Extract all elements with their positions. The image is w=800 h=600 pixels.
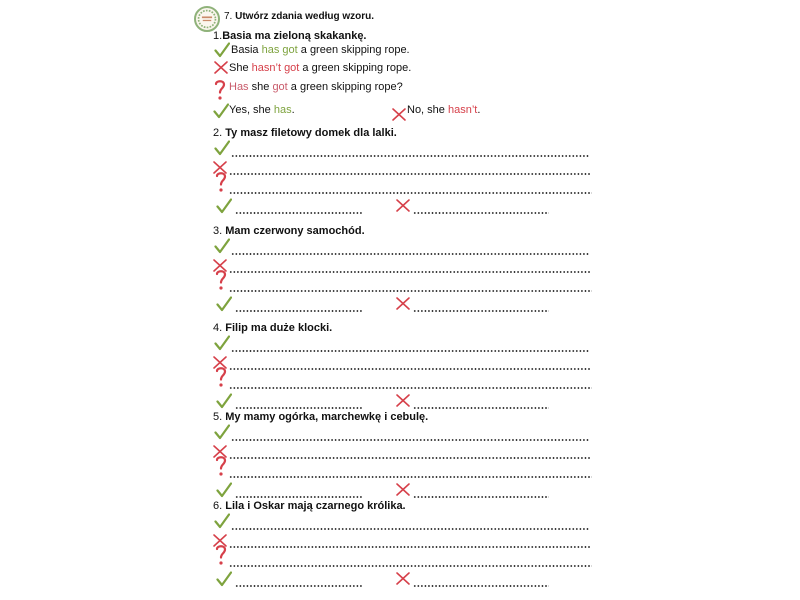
exercise-title [224, 11, 374, 22]
cross-icon [396, 572, 410, 585]
example-negative [229, 61, 411, 75]
affirmative-rest: a green skipping rope. [300, 44, 410, 56]
cross-icon [396, 297, 410, 310]
task-heading [213, 321, 332, 335]
cross-icon [214, 61, 228, 74]
example-heading-text: Basia ma zieloną skakankę. [222, 30, 367, 42]
short-yes-text: Yes, she [229, 104, 271, 116]
example-short-yes [229, 103, 295, 117]
task-heading [213, 126, 397, 140]
check-icon [214, 42, 230, 58]
example-number: 1. [213, 30, 223, 42]
answer-line-short-no [413, 212, 549, 214]
question-mark-icon [215, 544, 227, 566]
task-heading-text: My mamy ogórka, marchewkę i cebulę. [225, 411, 429, 423]
answer-line-short-yes [235, 310, 363, 312]
affirmative-verb: has [261, 44, 280, 56]
check-icon [214, 238, 230, 254]
question-mark-icon [215, 366, 227, 388]
check-icon [214, 513, 230, 529]
cross-icon [396, 483, 410, 496]
answer-line-affirmative [231, 253, 589, 255]
answer-line-question [229, 387, 592, 389]
check-icon [216, 296, 232, 312]
question-mark-icon [214, 79, 226, 101]
check-icon [216, 393, 232, 409]
short-no-end: . [477, 104, 481, 116]
task-number: 5. [213, 411, 223, 423]
answer-line-negative [229, 368, 591, 370]
task-heading-text: Ty masz filetowy domek dla lalki. [225, 127, 397, 139]
example-question [229, 80, 403, 94]
answer-line-short-yes [235, 212, 363, 214]
check-icon [214, 335, 230, 351]
answer-line-affirmative [231, 155, 589, 157]
answer-line-short-yes [235, 407, 363, 409]
negative-rest: a green skipping rope. [302, 62, 412, 74]
short-yes-end: . [291, 104, 295, 116]
short-no-verb: hasn’t [447, 104, 478, 116]
question-subject: she [251, 81, 270, 93]
question-got: got [272, 81, 288, 93]
answer-line-short-no [413, 407, 549, 409]
short-no-text: No, she [407, 104, 445, 116]
question-verb: Has [229, 81, 249, 93]
task-heading-text: Mam czerwony samochód. [225, 225, 365, 237]
check-icon [214, 424, 230, 440]
task-heading [213, 224, 365, 238]
task-number: 3. [213, 225, 223, 237]
task-heading-text: Lila i Oskar mają czarnego królika. [225, 500, 406, 512]
answer-line-question [229, 476, 592, 478]
example-affirmative [231, 43, 410, 57]
answer-line-negative [229, 173, 591, 175]
check-icon [216, 198, 232, 214]
task-heading [213, 499, 406, 513]
answer-line-short-no [413, 310, 549, 312]
exercise-number: 7. [224, 11, 233, 22]
answer-line-short-yes [235, 496, 363, 498]
answer-line-question [229, 565, 592, 567]
check-icon [214, 140, 230, 156]
task-number: 6. [213, 500, 223, 512]
question-rest: a green skipping rope? [290, 81, 403, 93]
cross-icon [396, 394, 410, 407]
answer-line-affirmative [231, 350, 589, 352]
answer-line-negative [229, 457, 591, 459]
cross-icon [396, 199, 410, 212]
answer-line-short-no [413, 585, 549, 587]
task-heading-text: Filip ma duże klocki. [225, 322, 333, 334]
short-yes-verb: has [273, 104, 292, 116]
answer-line-short-no [413, 496, 549, 498]
affirmative-subject: Basia [231, 44, 259, 56]
example-short-no [407, 103, 480, 117]
example-heading [213, 29, 367, 43]
question-mark-icon [215, 455, 227, 477]
task-number: 4. [213, 322, 223, 334]
negative-got: got [284, 62, 300, 74]
task-heading [213, 410, 428, 424]
wreath-logo-icon [196, 8, 218, 30]
question-mark-icon [215, 269, 227, 291]
answer-line-question [229, 290, 592, 292]
answer-line-question [229, 192, 592, 194]
answer-line-negative [229, 271, 591, 273]
answer-line-negative [229, 546, 591, 548]
negative-subject: She [229, 62, 249, 74]
check-icon [216, 482, 232, 498]
task-number: 2. [213, 127, 223, 139]
check-icon [213, 103, 229, 119]
exercise-instruction: Utwórz zdania według wzoru. [235, 11, 375, 22]
affirmative-got: got [282, 44, 298, 56]
negative-verb: hasn’t [251, 62, 281, 74]
cross-icon [392, 108, 406, 121]
answer-line-affirmative [231, 439, 589, 441]
answer-line-affirmative [231, 528, 589, 530]
check-icon [216, 571, 232, 587]
answer-line-short-yes [235, 585, 363, 587]
question-mark-icon [215, 171, 227, 193]
